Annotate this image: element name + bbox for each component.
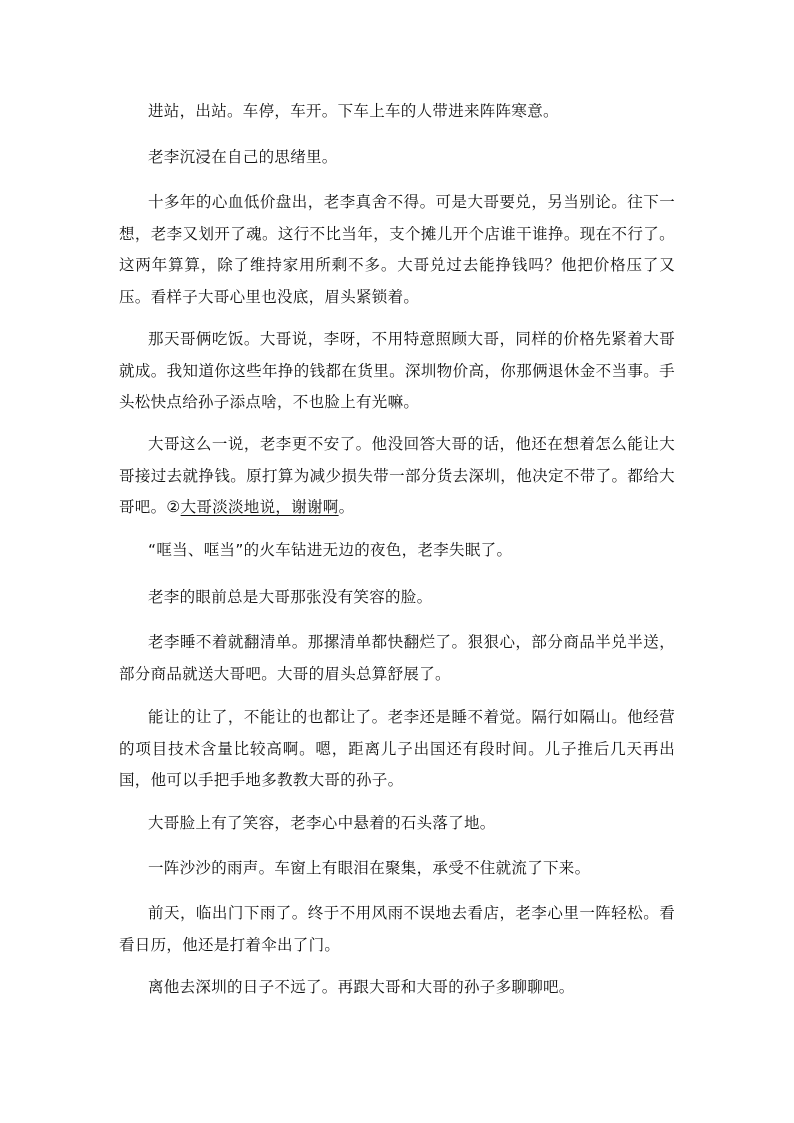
paragraph-13: 离他去深圳的日子不远了。再跟大哥和大哥的孙子多聊聊吧。: [148, 978, 575, 996]
paragraph-5: [119, 429, 675, 524]
underlined-sentence: 大哥淡淡地说，谢谢啊: [180, 498, 339, 516]
paragraph-7: 老李的眼前总是大哥那张没有笑容的脸。: [148, 588, 433, 606]
paragraph-6: “哐当、哐当”的火车钻进无边的夜色，老李失眠了。: [148, 541, 513, 559]
paragraph-10: 大哥脸上有了笑容，老李心中悬着的石头落了地。: [148, 814, 496, 832]
paragraph-12: 前天，临出门下雨了。终于不用风雨不误地去看店，老李心里一阵轻松。看看日历，他还是打着伞出了门。: [119, 904, 675, 954]
paragraph-5-end: 。: [338, 498, 355, 516]
paragraph-5-text: 大哥这么一说，老李更不安了。他没回答大哥的话，他还在想着怎么能让大哥接过去就挣钱。原打算为减少损失带一部分货去深圳，他决定不带了。都给大哥吧。: [119, 435, 675, 516]
paragraph-11: 一阵沙沙的雨声。车窗上有眼泪在聚集，承受不住就流了下来。: [148, 859, 591, 877]
paragraph-3: 十多年的心血低价盘出，老李真舍不得。可是大哥要兑，另当别论。往下一想，老李又划开了魂。这行不比当年，支个摊儿开个店谁干谁挣。现在不行了。这两年算算，除了维持家用所剩不多。大哥兑过去能挣钱吗？他把价格压了又压。看样子大哥心里也没底，眉头紧锁着。: [119, 193, 675, 306]
paragraph-1: 进站，出站。车停，车开。下车上车的人带进来阵阵寒意。: [148, 102, 559, 120]
paragraph-8: 老李睡不着就翻清单。那摞清单都快翻烂了。狠狠心，部分商品半兑半送，部分商品就送大哥吧。大哥的眉头总算舒展了。: [119, 633, 675, 683]
paragraph-4: 那天哥俩吃饭。大哥说，李呀，不用特意照顾大哥，同样的价格先紧着大哥就成。我知道你这些年挣的钱都在货里。深圳物价高，你那俩退休金不当事。手头松快点给孙子添点啥，不也脸上有光嘛。: [119, 330, 675, 411]
paragraph-9: 能让的让了，不能让的也都让了。老李还是睡不着觉。隔行如隔山。他经营的项目技术含量比较高啊。嗯，距离儿子出国还有段时间。儿子推后几天再出国，他可以手把手地多教教大哥的孙子。: [119, 708, 675, 789]
question-marker: ②: [166, 498, 181, 516]
paragraph-2: 老李沉浸在自己的思绪里。: [148, 148, 338, 166]
